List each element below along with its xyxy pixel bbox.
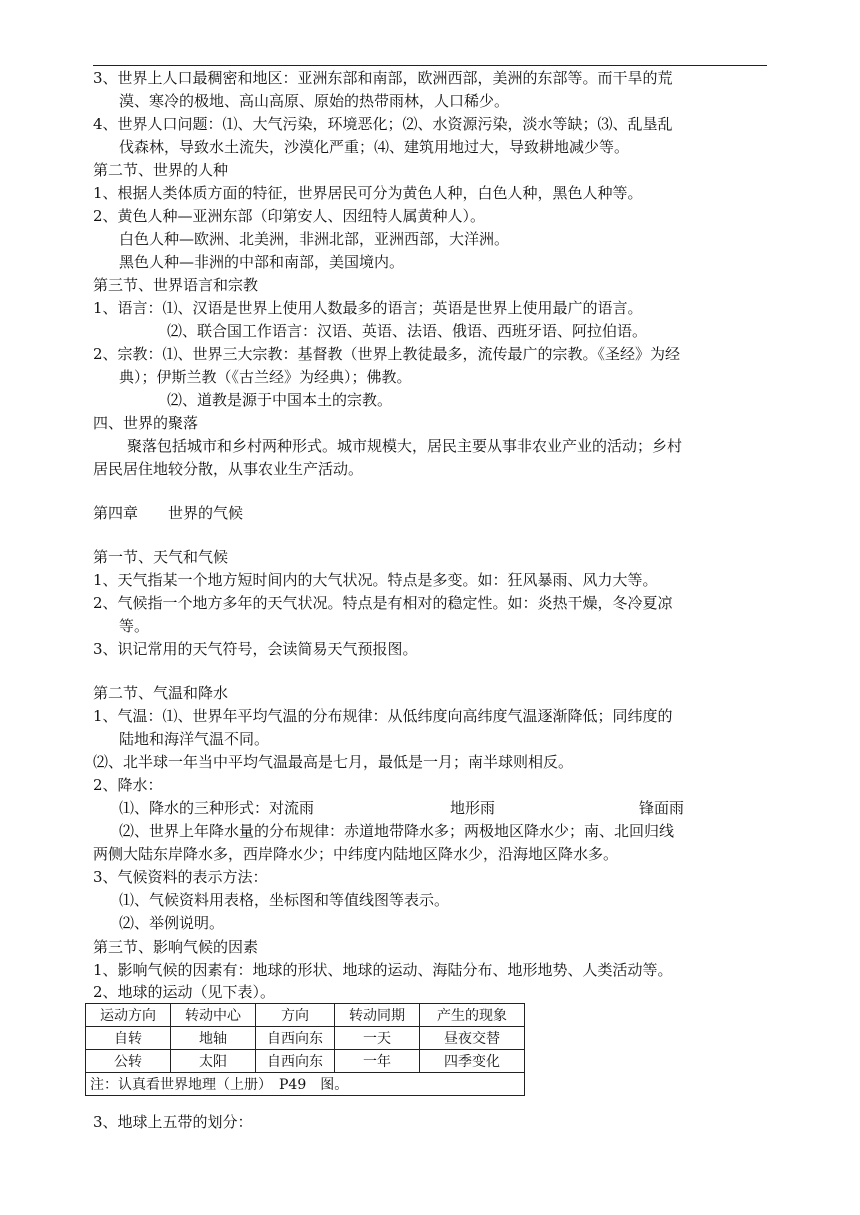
text-line: 2、黄色人种—亚洲东部（印第安人、因纽特人属黄种人）。	[93, 207, 486, 225]
text-line: 1、影响气候的因素有：地球的形状、地球的运动、海陆分布、地形地势、人类活动等。	[93, 961, 673, 979]
text-line: ⑵、北半球一年当中平均气温最高是七月，最低是一月；南半球则相反。	[93, 753, 574, 771]
table-header-cell: 方向	[256, 1004, 335, 1027]
table-header-row	[86, 1004, 525, 1027]
text-line: 漠、寒冷的极地、高山高原、原始的热带雨林，人口稀少。	[119, 92, 510, 110]
text-line: 1、语言：⑴、汉语是世界上使用人数最多的语言；英语是世界上使用最广的语言。	[93, 299, 643, 317]
text-line: 2、降水：	[93, 776, 163, 794]
text-line: 居民居住地较分散，从事农业生产活动。	[93, 460, 364, 478]
text-line: ⑵、道教是源于中国本土的宗教。	[167, 391, 393, 409]
table-cell: 四季变化	[420, 1050, 525, 1073]
text-line: 3、世界上人口最稠密和地区：亚洲东部和南部，欧洲西部，美洲的东部等。而干旱的荒	[93, 69, 673, 87]
table-note-row	[86, 1073, 525, 1096]
table-header-cell: 转动同期	[335, 1004, 420, 1027]
text-line: 1、气温：⑴、世界年平均气温的分布规律：从低纬度向高纬度气温逐渐降低；同纬度的	[93, 707, 673, 725]
earth-motion-table	[85, 1003, 525, 1096]
text-line: 地形雨	[450, 799, 496, 817]
table-header-cell: 转动中心	[171, 1004, 256, 1027]
table-header-cell: 运动方向	[86, 1004, 171, 1027]
table-cell: 昼夜交替	[420, 1027, 525, 1050]
table-cell: 自西向东	[256, 1027, 335, 1050]
text-line-label: 2、地球的运动（见下表）。	[93, 983, 276, 1001]
section-heading: 四、世界的聚落	[93, 414, 199, 432]
table-note: 注：认真看世界地理（上册） P49 图。	[86, 1073, 525, 1096]
section-heading: 第二节、世界的人种	[93, 161, 229, 179]
chapter-heading: 第四章 世界的气候	[93, 504, 244, 522]
table-header-cell: 产生的现象	[420, 1004, 525, 1027]
text-line: 典）；伊斯兰教（《古兰经》为经典）；佛教。	[119, 368, 412, 386]
table-cell: 一天	[335, 1027, 420, 1050]
text-line: 伐森林，导致水土流失，沙漠化严重；⑷、建筑用地过大，导致耕地减少等。	[119, 138, 630, 156]
text-line: 白色人种—欧洲、北美洲，非洲北部，亚洲西部，大洋洲。	[119, 230, 510, 248]
text-line: ⑴、降水的三种形式：对流雨	[119, 799, 315, 817]
section-heading: 第二节、气温和降水	[93, 684, 229, 702]
text-line: 聚落包括城市和乡村两种形式。城市规模大，居民主要从事非农业产业的活动；乡村	[127, 437, 683, 455]
text-line: 4、世界人口问题：⑴、大气污染，环境恶化；⑵、水资源污染，淡水等缺；⑶、乱垦乱	[93, 115, 673, 133]
text-line: 锋面雨	[639, 799, 685, 817]
table-row	[86, 1050, 525, 1073]
table-cell: 太阳	[171, 1050, 256, 1073]
text-line: 3、地球上五带的划分：	[93, 1113, 253, 1131]
text-line: ⑵、世界上年降水量的分布规律：赤道地带降水多；两极地区降水少；南、北回归线	[119, 822, 675, 840]
table-cell: 自转	[86, 1027, 171, 1050]
text-line: 3、识记常用的天气符号，会读简易天气预报图。	[93, 640, 418, 658]
text-line: 1、天气指某一个地方短时间内的大气状况。特点是多变。如：狂风暴雨、风力大等。	[93, 571, 658, 589]
text-line: 1、根据人类体质方面的特征，世界居民可分为黄色人种，白色人种，黑色人种等。	[93, 184, 643, 202]
text-line: 3、气候资料的表示方法：	[93, 868, 268, 886]
table-cell: 公转	[86, 1050, 171, 1073]
table-row	[86, 1027, 525, 1050]
section-heading: 第一节、天气和气候	[93, 548, 229, 566]
text-line: ⑵、举例说明。	[119, 914, 225, 932]
text-line: ⑵、联合国工作语言：汉语、英语、法语、俄语、西班牙语、阿拉伯语。	[167, 322, 648, 340]
table-cell: 一年	[335, 1050, 420, 1073]
text-line: 2、气候指一个地方多年的天气状况。特点是有相对的稳定性。如：炎热干燥，冬冷夏凉	[93, 594, 673, 612]
text-line: 陆地和海洋气温不同。	[119, 730, 270, 748]
text-line: 黑色人种—非洲的中部和南部，美国境内。	[119, 253, 405, 271]
text-line: 等。	[119, 617, 150, 635]
section-heading: 第三节、世界语言和宗教	[93, 276, 259, 294]
text-line: 两侧大陆东岸降水多，西岸降水少；中纬度内陆地区降水少，沿海地区降水多。	[93, 845, 619, 863]
text-line: ⑴、气候资料用表格，坐标图和等值线图等表示。	[119, 891, 450, 909]
table-cell: 地轴	[171, 1027, 256, 1050]
section-heading: 第三节、影响气候的因素	[93, 938, 259, 956]
header-rule	[93, 65, 767, 66]
text-line: 2、宗教：⑴、世界三大宗教：基督教（世界上教徒最多，流传最广的宗教。《圣经》为经	[93, 345, 681, 363]
text-line	[93, 982, 275, 1002]
table-cell: 自西向东	[256, 1050, 335, 1073]
